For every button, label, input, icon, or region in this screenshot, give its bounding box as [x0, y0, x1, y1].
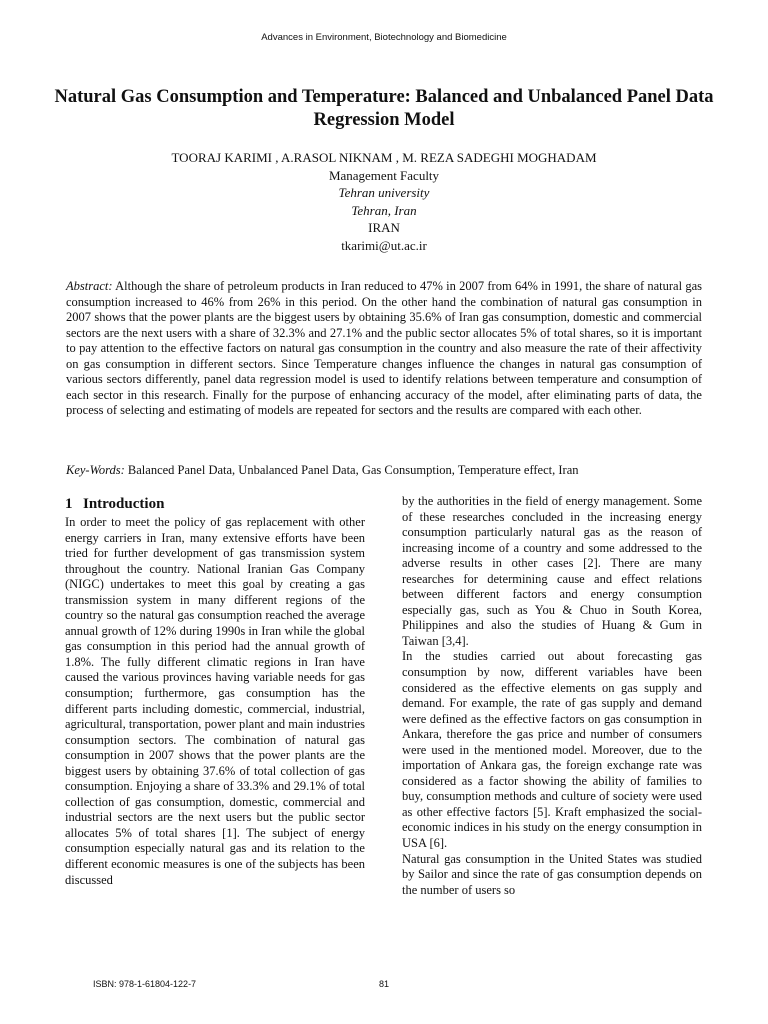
affiliation-university: Tehran university: [338, 185, 430, 200]
footer-isbn: ISBN: 978-1-61804-122-7: [93, 979, 197, 989]
author-names: TOORAJ KARIMI , A.RASOL NIKNAM , M. REZA SADEGHI MOGHADAM: [171, 150, 597, 165]
abstract-text: Although the share of petroleum products in Iran reduced to 47% in 2007 from 64% in 1991, the share of natural gas consumption increased to 46% from 26% in this period. On the other hand the combination of natural gas consumption in 2007 shows that the power plants are the biggest users by obtaining 35.6% of Iran gas consumption, domestic and commercial sectors are the next users with a share of 32.3% and 27.1% and the public sector allocates 5% of total shares, so it is important to pay attention to the effective factors on natural gas consumption in the country and also measure the rate of their affectivity on gas consumption in different sectors. Since Temperature changes influence the changes in natural gas consumption of various sectors differently, panel data regression model is used to identify relations between temperature and consumption of each sector in this research. Finally for the purpose of enhancing accuracy of the model, after eliminating parts of data, the process of selecting and estimating of models are repeated for sectors and the results are compared with each other.: [66, 279, 703, 418]
author-block: [0, 149, 768, 254]
affiliation-city: Tehran, Iran: [351, 202, 417, 218]
page-number: 81: [379, 979, 390, 989]
keywords: [66, 463, 702, 479]
abstract-label: Abstract:: [66, 279, 113, 293]
section-heading: [65, 495, 365, 514]
keywords-text: Balanced Panel Data, Unbalanced Panel Data, Gas Consumption, Temperature effect, Iran: [127, 463, 579, 477]
right-column: [402, 494, 702, 898]
right-column-paragraph-3: Natural gas consumption in the United States was studied by Sailor and since the rate of gas consumption depends on the number of users so: [402, 851, 702, 897]
affiliation-country: IRAN: [368, 220, 400, 235]
right-column-paragraph-1: by the authorities in the field of energy management. Some of these researches concluded in the increasing energy consumption particularly natural gas as the reason of increasing income of a country and some addressed to the adverse results in other cases [2]. There are many researches for determining cause and effect relations between different factors and energy consumption especially gas, such as You & Chuo in South Korea, Philippines and also the studies of Huang & Gum in Taiwan [3,4].: [402, 494, 702, 648]
section-number: 1: [65, 496, 73, 512]
affiliation-faculty: Management Faculty: [328, 167, 440, 183]
keywords-label: Key-Words:: [66, 463, 125, 477]
abstract: [66, 279, 702, 419]
author-email: tkarimi@ut.ac.ir: [341, 237, 427, 253]
left-column-paragraph: In order to meet the policy of gas replacement with other energy carriers in Iran, many extensive efforts have been tried for further development of gas transmission system throughout the country. National Iranian Gas Company (NIGC) undertakes to meet this goal by creating a gas transmission system in many different regions of the country so the natural gas consumption reached the average annual growth of 12% during 1990s in Iran while the global gas consumption in this period had the annual growth of 1.8%. The fully different climatic regions in Iran have caused the various provinces having variable needs for gas consumption; furthermore, gas consumption has the different parts including domestic, commercial, industrial, agricultural, transportation, power plant and main industries consumption sectors. The combination of natural gas consumption in 2007 shows that the power plants are the biggest users by obtaining 37.6% of total collection of gas consumption. Enjoying a share of 33.3% and 29.1% of total collection of gas consumption, domestic, commercial and industrial sectors are the next users but the public sector allocates 5% of total shares [1]. The subject of energy consumption especially natural gas and its relation to the different economic measures is one of the subjects has been discussed: [65, 515, 365, 887]
left-column: [65, 494, 365, 888]
paper-title: Natural Gas Consumption and Temperature: Balanced and Unbalanced Panel Data Regression Model: [54, 87, 714, 130]
right-column-paragraph-2: In the studies carried out about forecasting gas consumption by now, different variables have been considered as the effective elements on gas supply and demand. For example, the rate of gas supply and demand were defined as the effective factors on gas consumption in Ankara, therefore the gas price and number of consumers were used in the mentioned model. Moreover, due to the importation of Ankara gas, the foreign exchange rate was considered as a factor showing the ability of families to buy, consumption methods and culture of society were used as other effective factors [5]. Kraft emphasized the social-economic indices in his study on the energy consumption in USA [6].: [402, 649, 702, 851]
running-head: Advances in Environment, Biotechnology and Biomedicine: [261, 32, 507, 43]
section-title: Introduction: [83, 496, 165, 512]
